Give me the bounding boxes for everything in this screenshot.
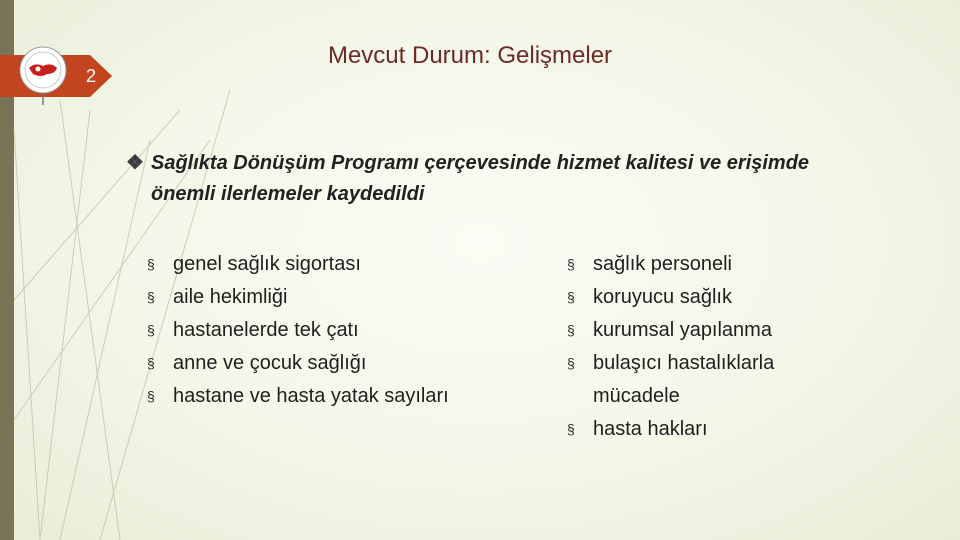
slide-title: Mevcut Durum: Gelişmeler (327, 42, 613, 69)
intro-bullet-item (126, 148, 866, 210)
list-item-text: bulaşıcı hastalıklarla mücadele (593, 352, 775, 407)
list-item (147, 248, 527, 281)
list-item-text: anne ve çocuk sağlığı (173, 352, 367, 374)
list-item (567, 248, 827, 281)
list-item-text: hastanelerde tek çatı (173, 319, 359, 341)
list-item (147, 347, 527, 380)
list-item-text: hastane ve hasta yatak sayıları (173, 385, 449, 407)
section-bullet-icon: § (147, 388, 155, 404)
list-item-text: sağlık personeli (593, 253, 732, 275)
section-bullet-icon: § (147, 256, 155, 272)
section-bullet-icon: § (567, 289, 575, 305)
section-bullet-icon: § (147, 289, 155, 305)
list-item-text: hasta hakları (593, 418, 708, 440)
list-item (567, 314, 827, 347)
list-item-text: genel sağlık sigortası (173, 253, 361, 275)
section-bullet-icon: § (567, 355, 575, 371)
list-item-text: kurumsal yapılanma (593, 319, 772, 341)
section-bullet-icon: § (147, 322, 155, 338)
list-item-text: koruyucu sağlık (593, 286, 732, 308)
intro-text: Sağlıkta Dönüşüm Programı çerçevesinde hizmet kalitesi ve erişimde önemli ilerlemeler kaydedildi (151, 152, 810, 205)
list-item (567, 281, 827, 314)
list-item (567, 347, 827, 413)
diamond-bullet-icon: ❖ (126, 152, 144, 174)
left-bullet-list (147, 248, 527, 413)
list-item-text: aile hekimliği (173, 286, 288, 308)
list-item (147, 380, 527, 413)
right-bullet-list (567, 248, 827, 446)
section-bullet-icon: § (567, 421, 575, 437)
slide-number: 2 (85, 66, 96, 86)
section-bullet-icon: § (567, 256, 575, 272)
ministry-seal-logo (19, 46, 67, 106)
list-item (147, 314, 527, 347)
list-item (147, 281, 527, 314)
section-bullet-icon: § (567, 322, 575, 338)
list-item (567, 413, 827, 446)
section-bullet-icon: § (147, 355, 155, 371)
